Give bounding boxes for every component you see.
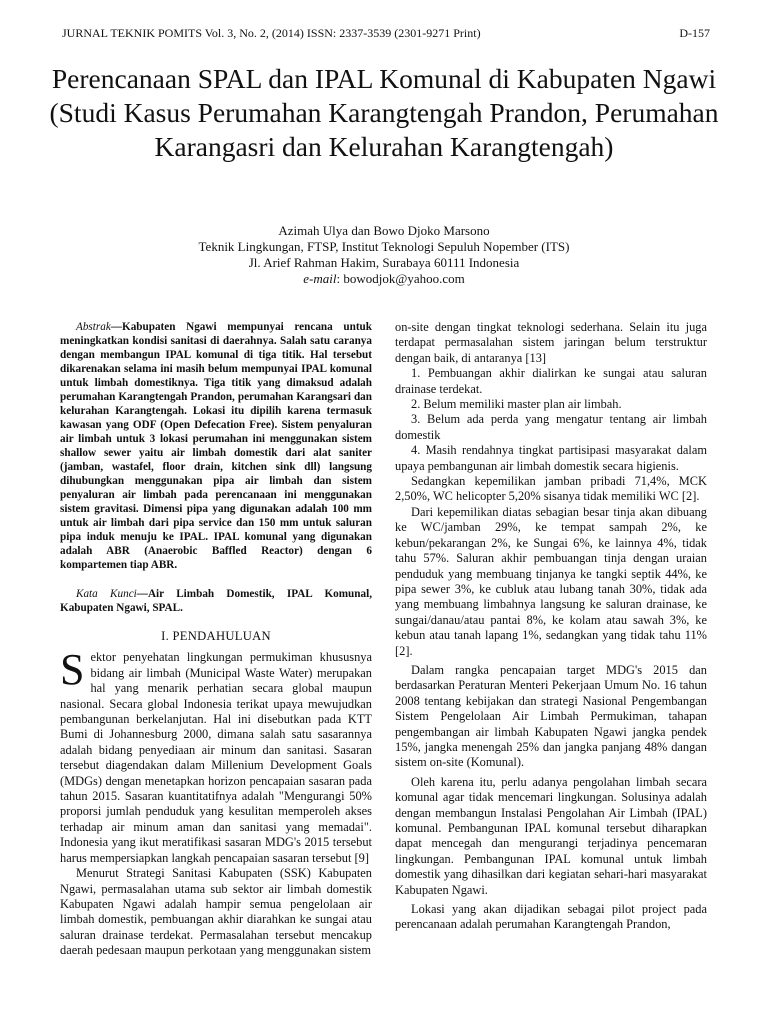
abstract-dash: — [110,321,122,333]
page-number: D-157 [679,26,710,40]
left-column [60,320,372,959]
email-line [40,271,728,287]
abstract-lead: Abstrak [76,321,111,333]
email-label: e-mail [303,271,337,286]
running-header [62,26,710,40]
journal-citation: JURNAL TEKNIK POMITS Vol. 3, No. 2, (2014) ISSN: 2337-3539 (2301-9271 Print) [62,26,481,40]
list-item: 2. Belum memiliki master plan air limbah. [411,397,622,412]
intro-paragraph-1-text: ektor penyehatan lingkungan permukiman khususnya bidang air limbah (Municipal Waste Water) merupakan hal yang menarik perhatian secara global maupun nasional. Secara global Indonesia terikat upaya mewujudkan pembangunan berkelanjutan. Hal ini disebutkan pada KTT Bumi di Johannesburg 2000, dimana salah satu sasarannya adalah bidang penyediaan air minum dan sanitasi. Sasaran tersebut diagendakan dalam Millenium Development Goals (MDGs) dengan menetapkan horizon pencapaian sasaran pada tahun 2015. Sasaran kuantitatifnya adalah "Mengurangi 50% proporsi jumlah penduduk yang kesulitan memperoleh akses terhadap air minum aman dan sanitasi yang memadai". Indonesia yang ikut meratifikasi sasaran MDG's 2015 tersebut harus mempersiapkan langkah pencapaian sasaran tersebut [9] [60,650,372,865]
email-address: : bowodjok@yahoo.com [336,271,465,286]
right-paragraph-4: Dalam rangka pencapaian target MDG's 2015 dan berdasarkan Peraturan Menteri Pekerjaan Umum No. 16 tahun 2008 tentang kebijakan dan strategi Nasional Pengembangan Sistem Pengelolaan Air Limbah Permukiman, tahapan pengembangan air limbah Kabupaten Ngawi jangka pendek 15%, jangka menengah 25% dan jangka panjang 48% dangan sistem on-site (Komunal). [395,662,707,770]
right-paragraph-6: Lokasi yang akan dijadikan sebagai pilot project pada perencanaan adalah perumahan Karangtengah Prandon, [395,902,707,932]
section-heading-introduction: I. PENDAHULUAN [161,629,271,643]
right-paragraph-2: Sedangkan kepemilikan jamban pribadi 71,4%, MCK 2,50%, WC helicopter 5,20% sisanya tidak memiliki WC [2]. [395,474,707,504]
keywords-lead: Kata Kunci [76,588,137,600]
abstract-text: Kabupaten Ngawi mempunyai rencana untuk meningkatkan kondisi sanitasi di daerahnya. Salah satu caranya dengan membangun IPAL komunal di tiga titik. Hal tersebut dikarenakan selama ini masih belum mempunyai IPAL komunal untuk limbah domestiknya. Tiga titik yang dimaksud adalah perumahan Karangtengah Prandon, perumahan Karangsari dan kelurahan Karangtengah. Lokasi itu dipilih karena termasuk kawasan yang ODF (Open Defecation Free). Sistem penyaluran air limbah untuk 3 lokasi perumahan ini menggunakan sistem shallow sewer yaitu air limbah domestik dari alat saniter (jamban, wastafel, floor drain, kitchen sink dll) langsung dihubungkan menggunakan pipa air limbah dan sistem penyaluran air limbah pada perencanaan ini menggunakan sistem gravitasi. Dimensi pipa yang digunakan adalah 100 mm untuk air limbah dari pipa service dan 150 mm untuk saluran pipa induk menuju ke IPAL. IPAL komunal yang digunakan adalah ABR (Anaerobic Baffled Reactor) dengan 6 kompartemen tiap ABR. [60,321,372,571]
intro-paragraph-2: Menurut Strategi Sanitasi Kabupaten (SSK) Kabupaten Ngawi, permasalahan utama sub sektor air limbah domestik Kabupaten Ngawi adalah hampir semua pengelolaan air limbah domestik, pembuangan akhir diarahkan ke sungai atau saluran drainase terdekat. Permasalahan tersebut mencakup daerah pedesaan maupun perkotaan yang menggunakan sistem [60,866,372,958]
intro-paragraph-1 [60,645,372,866]
abstract [60,320,372,572]
right-paragraph-1: on-site dengan tingkat teknologi sederhana. Selain itu juga terdapat permasalahan sistem jaringan belum terstruktur dengan baik, di antaranya [13] [395,320,707,365]
address: Jl. Arief Rahman Hakim, Surabaya 60111 Indonesia [248,255,520,270]
affiliation: Teknik Lingkungan, FTSP, Institut Teknologi Sepuluh Nopember (ITS) [198,239,570,254]
list-item: 3. Belum ada perda yang mengatur tentang air limbah domestik [395,412,707,442]
drop-cap: S [60,645,85,695]
list-item: 4. Masih rendahnya tingkat partisipasi masyarakat dalam upaya pembangunan air limbah domestik secara higienis. [395,443,707,473]
right-paragraph-3: Dari kepemilikan diatas sebagian besar tinja akan dibuang ke WC/jamban 29%, ke tempat sampah 2%, ke kebun/pekarangan 2%, ke Sungai 6%, ke lainnya 4%, tidak tahu 57%. Saluran akhir pembuangan tinja dengan uraian penduduk yang membuang tinjanya ke tangki septik 44%, ke pipa sewer 3%, ke cubluk atau lubang tanah 30%, tidak ada yang membuang limbahnya langsung ke saluran drainase, ke sungai/danau/atau pantai 8%, ke kolam atau sawah 3%, ke kebun atau tanah lapang 1%, sedangkan yang tidak tahu 11% [2]. [395,504,707,658]
keywords-text: Air Limbah Domestik, IPAL Komunal, Kabupaten Ngawi, SPAL. [60,588,372,614]
authors: Azimah Ulya dan Bowo Djoko Marsono [278,223,490,238]
paper-title: Perencanaan SPAL dan IPAL Komunal di Kabupaten Ngawi (Studi Kasus Perumahan Karangtengah Prandon, Perumahan Karangasri dan Kelurahan Karangtengah) [49,63,719,162]
keywords-dash: — [136,588,148,600]
keywords [60,587,372,615]
list-item: 1. Pembuangan akhir dialirkan ke sungai atau saluran drainase terdekat. [395,366,707,396]
right-paragraph-5: Oleh karena itu, perlu adanya pengolahan limbah secara komunal agar tidak mencemari lingkungan. Solusinya adalah dengan membangun Instalasi Pengolahan Air Limbah (IPAL) komunal. Pembangunan IPAL komunal tersebut diharapkan dapat mencegah dan mengurangi terjadinya pencemaran lingkungan. Pembangunan IPAL komunal untuk limbah domestik yang dihasilkan dari kegiatan sehari-hari masyarakat Kabupaten Ngawi. [395,774,707,897]
byline [40,223,728,287]
right-column [395,320,707,933]
